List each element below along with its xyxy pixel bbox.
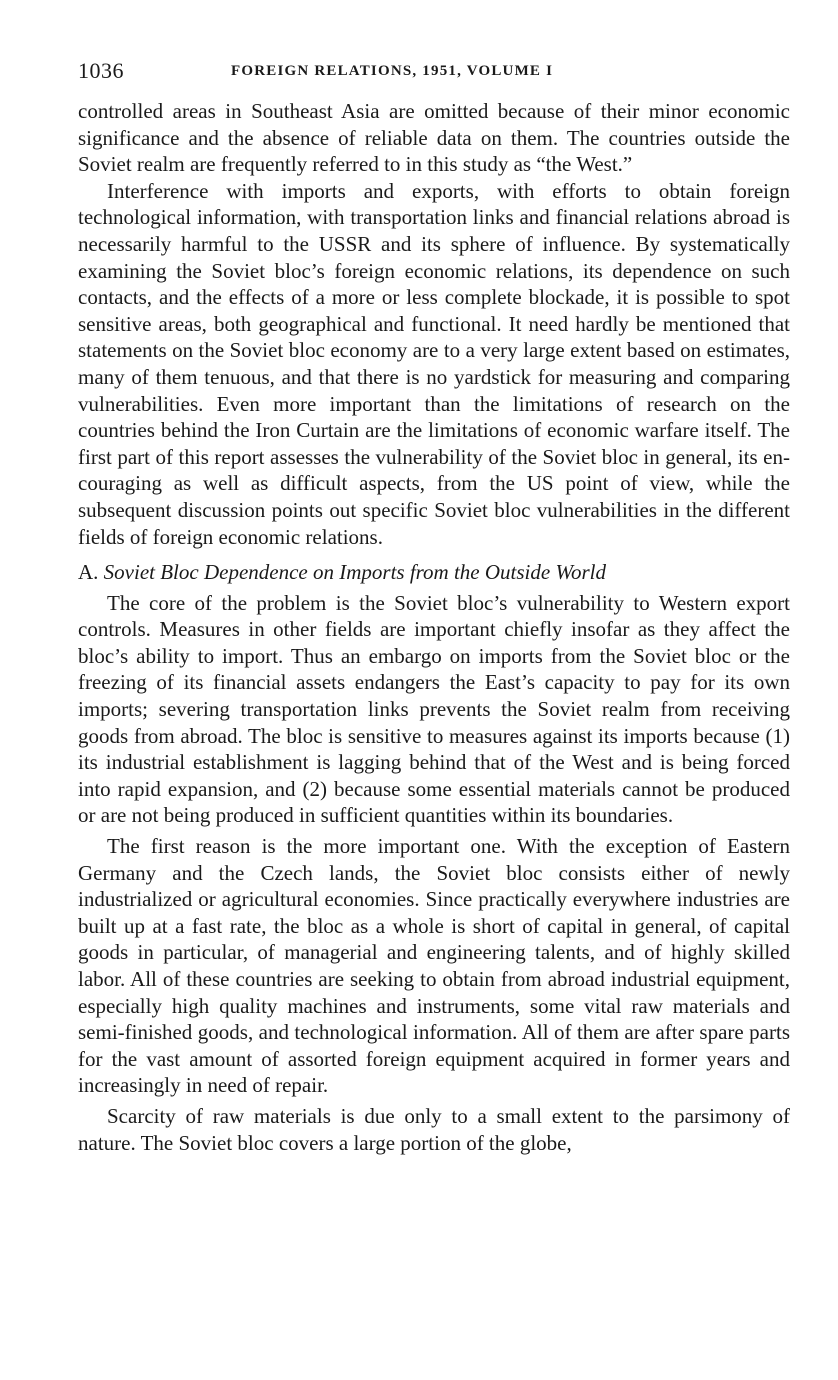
paragraph-scarcity: Scarcity of raw materials is due only to a small extent to the parsimony of nature. The Soviet bloc covers a large portion of the globe, <box>78 1103 790 1155</box>
paragraph-continued: controlled areas in Southeast Asia are omitted because of their minor economic significance and the absence of reliable data on them. The countries outside the Soviet realm are frequently referred to in this study as “the West.” <box>78 99 790 177</box>
paragraph-interference: Interference with imports and exports, with efforts to obtain foreign technological information, with transportation links and financial relations abroad is necessarily harmful to the USSR and its sphere of influence. By systematically examining the Soviet bloc’s foreign economic relations, its dependence on such contacts, and the effects of a more or less complete blockade, it is possible to spot sensitive areas, both geographical and functional. It need hardly be mentioned that statements on the Soviet bloc economy are to a very large extent based on estimates, many of them tenuous, and that there is no yardstick for measuring and comparing vulnerabilities. Even more important than the limitations of research on the countries behind the Iron Curtain are the limitations of economic warfare itself. The first part of this report assesses the vulnerability of the Soviet bloc in general, its encouraging as well as difficult aspects, from the US point of view, while the subsequent discussion points out specific Soviet bloc vulnerabilities in the different fields of foreign economic relations. <box>78 178 790 549</box>
page-header <box>78 58 790 92</box>
section-heading-a <box>78 559 790 586</box>
section-label: A. <box>78 560 99 585</box>
document-page <box>78 58 790 1156</box>
running-title: FOREIGN RELATIONS, 1951, VOLUME I <box>231 63 554 79</box>
page-number: 1036 <box>78 58 124 83</box>
paragraph-first-reason: The first reason is the more important one. With the exception of Eastern Germany and the Czech lands, the Soviet bloc consists either of newly industrialized or agricultural economies. Since practically everywhere industries are built up at a fast rate, the bloc as a whole is short of capital in general, of capital goods in particular, of managerial and engineering talents, and of highly skilled labor. All of these countries are seeking to obtain from abroad industrial equipment, especially high quality machines and instruments, some vital raw materials and semi-finished goods, and technological information. All of them are after spare parts for the vast amount of assorted foreign equipment acquired in former years and increasingly in need of repair. <box>78 834 790 1098</box>
section-title: Soviet Bloc Dependence on Imports from the Outside World <box>103 560 607 585</box>
body-text <box>78 98 790 1156</box>
paragraph-core-problem: The core of the problem is the Soviet bloc’s vulnerability to Western export controls. Measures in other fields are important chiefly insofar as they affect the bloc’s ability to import. Thus an embargo on imports from the Soviet bloc or the freezing of its financial assets endangers the East’s capacity to pay for its own imports; severing transportation links prevents the Soviet realm from receiving goods from abroad. The bloc is sensitive to measures against its imports because (1) its industrial establishment is lagging behind that of the West and is being forced into rapid expansion, and (2) because some essential materials cannot be produced or are not being produced in sufficient quantities within its boundaries. <box>78 590 790 828</box>
